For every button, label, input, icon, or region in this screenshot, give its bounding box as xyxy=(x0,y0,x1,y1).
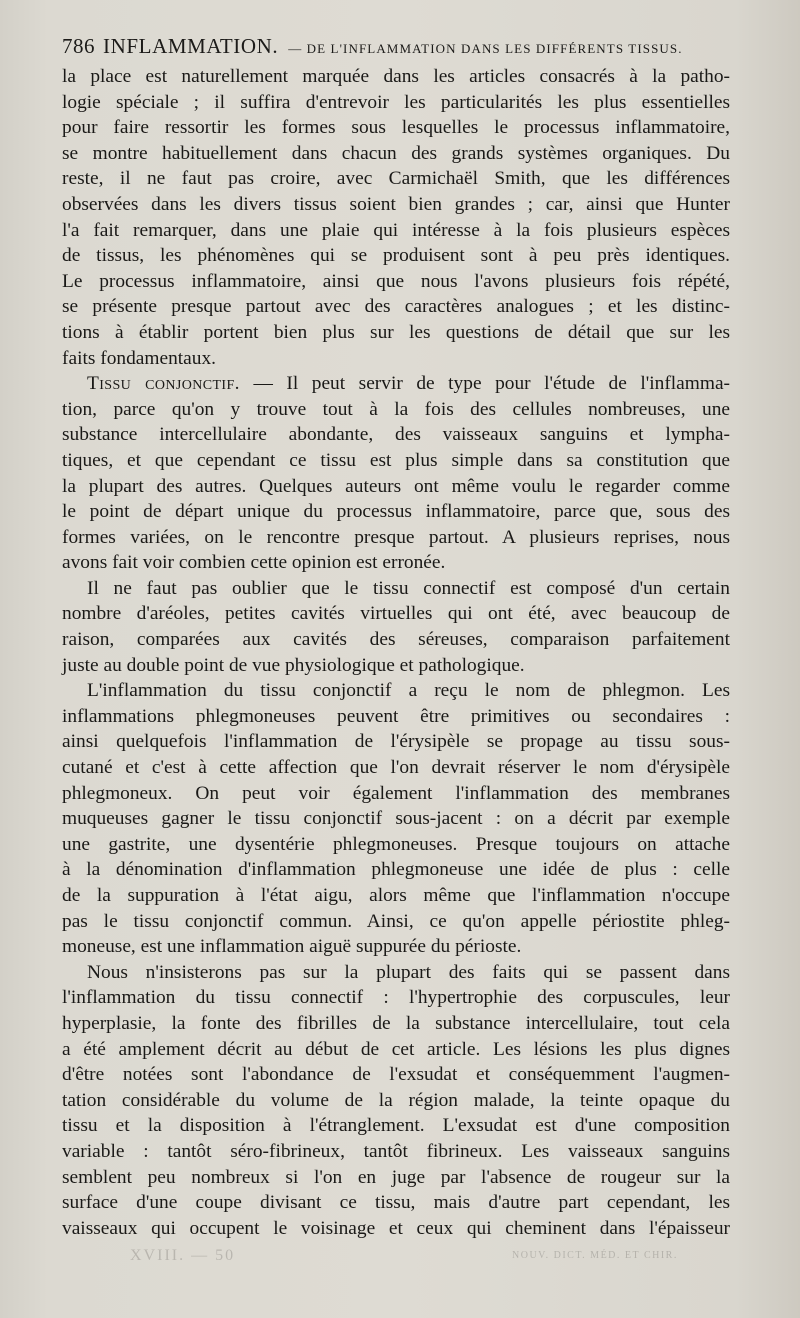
imprint-note: NOUV. DICT. MÉD. ET CHIR. xyxy=(512,1250,678,1261)
text-line: Il ne faut pas oublier que le tissu connectif est composé d'un certain xyxy=(87,577,730,599)
text-line: logie spéciale ; il suffira d'entrevoir les particularités les plus essentielles xyxy=(62,91,730,113)
text-line: Nous n'insisterons pas sur la plupart des faits qui se passent dans xyxy=(87,961,730,983)
text-line: inflammations phlegmoneuses peuvent être primitives ou secondaires : xyxy=(62,705,730,727)
text-line: muqueuses gagner le tissu conjonctif sous-jacent : on a décrit par exemple xyxy=(62,808,730,830)
text-line: Le processus inflammatoire, ainsi que nous l'avons plusieurs fois répété, xyxy=(62,270,730,292)
text-line: semblent peu nombreux si l'on en juge par l'absence de rougeur sur la xyxy=(62,1166,730,1188)
text-line: substance intercellulaire abondante, des vaisseaux sanguins et lympha- xyxy=(62,424,730,446)
text-line: se présente presque partout avec des caractères analogues ; et les distinc- xyxy=(62,296,730,318)
text-line: la place est naturellement marquée dans les articles consacrés à la patho- xyxy=(62,66,730,87)
text-line: pas le tissu conjonctif commun. Ainsi, ce qu'on appelle périostite phleg- xyxy=(62,910,730,932)
text-line: cutané et c'est à cette affection que l'on devrait réserver le nom d'érysipèle xyxy=(62,757,730,779)
text-line: avons fait voir combien cette opinion est erronée. xyxy=(62,552,446,574)
text-line: vaisseaux qui occupent le voisinage et ceux qui cheminent dans l'épaisseur xyxy=(62,1217,730,1239)
text-fragment: — Il peut servir de type pour l'étude de l'inflamma- xyxy=(239,373,731,395)
text-line: l'inflammation du tissu connectif : l'hypertrophie des corpuscules, leur xyxy=(62,987,730,1009)
text-line: tation considérable du volume de la région malade, la teinte opaque du xyxy=(62,1089,730,1111)
text-line: juste au double point de vue physiologique et pathologique. xyxy=(62,654,525,676)
text-line: moneuse, est une inflammation aiguë suppurée du périoste. xyxy=(62,936,522,958)
text-line: à la dénomination d'inflammation phlegmoneuse une idée de plus : celle xyxy=(62,859,730,881)
section-heading: Tissu conjonctif. xyxy=(87,373,240,395)
section-first-line xyxy=(62,371,730,397)
text-line: raison, comparées aux cavités des séreuses, comparaison parfaitement xyxy=(62,629,730,651)
text-line: la plupart des autres. Quelques auteurs ont même voulu le regarder comme xyxy=(62,475,730,497)
text-line: formes variées, on le rencontre presque partout. A plusieurs reprises, nous xyxy=(62,526,730,548)
running-header xyxy=(62,34,742,59)
text-line: tiques, et que cependant ce tissu est plus simple dans sa constitution que xyxy=(62,449,730,471)
text-line: de la suppuration à l'état aigu, alors même que l'inflammation n'occupe xyxy=(62,885,730,906)
text-line: phlegmoneux. On peut voir également l'inflammation des membranes xyxy=(62,782,730,804)
running-subtitle: — DE L'INFLAMMATION DANS LES DIFFÉRENTS TISSUS. xyxy=(288,41,683,56)
body-text xyxy=(62,64,730,1241)
text-line: a été amplement décrit au début de cet article. Les lésions les plus dignes xyxy=(62,1038,730,1060)
text-line: l'a fait remarquer, dans une plaie qui intéresse à la fois plusieurs espèces xyxy=(62,219,730,241)
text-line: hyperplasie, la fonte des fibrilles de la substance intercellulaire, tout cela xyxy=(62,1012,730,1034)
text-line: pour faire ressortir les formes sous lesquelles le processus inflammatoire, xyxy=(62,117,730,139)
text-line: variable : tantôt séro-fibrineux, tantôt fibrineux. Les vaisseaux sanguins xyxy=(62,1140,730,1162)
text-line: ainsi quelquefois l'inflammation de l'érysipèle se propage au tissu sous- xyxy=(62,731,730,753)
page-number: 786 xyxy=(62,34,95,58)
text-line: tion, parce qu'on y trouve tout à la fois des cellules nombreuses, une xyxy=(62,398,730,420)
text-line: nombre d'aréoles, petites cavités virtuelles qui ont été, avec beaucoup de xyxy=(62,603,730,625)
text-line: de tissus, les phénomènes qui se produisent sont à peu près identiques. xyxy=(62,245,730,267)
text-line: surface d'une coupe divisant ce tissu, mais d'autre part cependant, les xyxy=(62,1192,730,1214)
signature-mark: XVIII. — 50 xyxy=(130,1247,236,1264)
running-title: INFLAMMATION. xyxy=(103,34,279,58)
text-line: L'inflammation du tissu conjonctif a reçu le nom de phlegmon. Les xyxy=(87,680,730,702)
text-line: une gastrite, une dysentérie phlegmoneuses. Presque toujours on attache xyxy=(62,833,730,855)
text-line: tissu et la disposition à l'étranglement. L'exsudat est d'une composition xyxy=(62,1115,730,1137)
text-line: faits fondamentaux. xyxy=(62,347,216,369)
text-line: reste, il ne faut pas croire, avec Carmichaël Smith, que les différences xyxy=(62,168,730,190)
text-line: d'être notées sont l'abondance de l'exsudat et conséquemment l'augmen- xyxy=(62,1064,730,1086)
text-line: observées dans les divers tissus soient bien grandes ; car, ainsi que Hunter xyxy=(62,193,730,215)
text-line: tions à établir portent bien plus sur les questions de détail que sur les xyxy=(62,321,730,343)
text-line: se montre habituellement dans chacun des grands systèmes organiques. Du xyxy=(62,142,730,164)
text-line: le point de départ unique du processus inflammatoire, parce que, sous des xyxy=(62,501,730,523)
